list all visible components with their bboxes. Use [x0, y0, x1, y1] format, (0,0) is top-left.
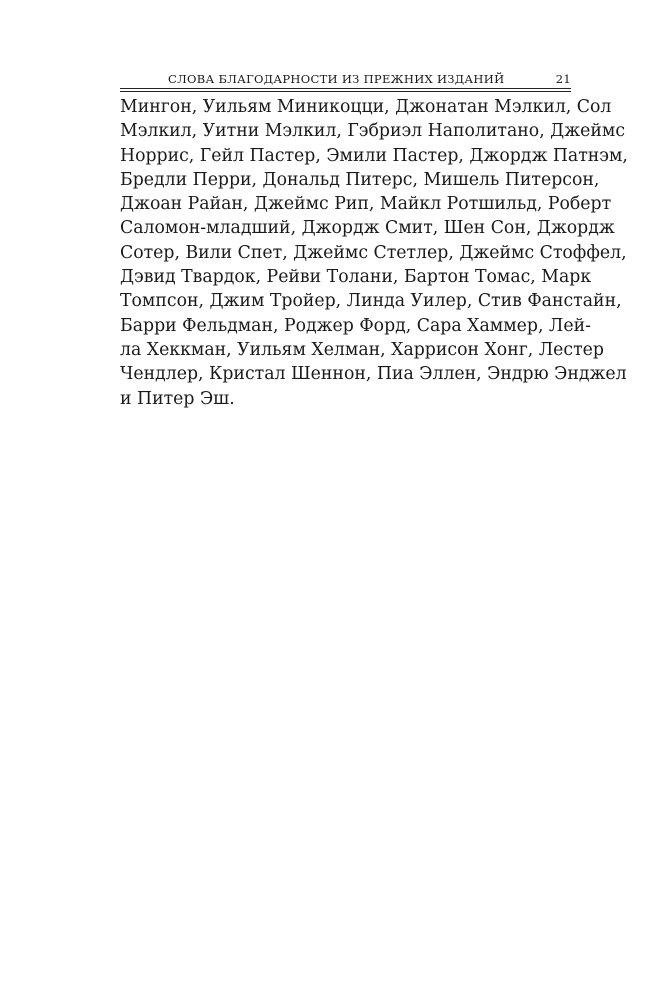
text-line: Мэлкил, Уитни Мэлкил, Гэбриэл Наполитано, Джеймс: [120, 121, 625, 142]
text-line: Бредли Перри, Дональд Питерс, Мишель Питерсон,: [120, 169, 600, 190]
header-rule-top: [120, 88, 571, 89]
text-line: Саломон-младший, Джордж Смит, Шен Сон, Джордж: [120, 218, 615, 239]
running-head: [120, 64, 571, 86]
page-number: 21: [555, 72, 571, 86]
text-line: Мингон, Уильям Миникоцци, Джонатан Мэлкил, Сол: [120, 97, 612, 117]
body-paragraph: [120, 95, 628, 411]
text-line: ла Хеккман, Уильям Хелман, Харрисон Хонг, Лестер: [120, 339, 604, 360]
text-line: Томпсон, Джим Тройер, Линда Уилер, Стив Фанстайн,: [120, 291, 622, 312]
header-rule-bottom: [120, 91, 571, 92]
text-line: Барри Фельдман, Роджер Форд, Сара Хаммер, Лей-: [120, 315, 591, 336]
text-line: Джоан Райан, Джеймс Рип, Майкл Ротшильд, Роберт: [120, 194, 612, 215]
text-line: Норрис, Гейл Пастер, Эмили Пастер, Джордж Патнэм,: [120, 145, 628, 166]
running-head-title: СЛОВА БЛАГОДАРНОСТИ ИЗ ПРЕЖНИХ ИЗДАНИЙ: [168, 72, 505, 86]
text-line: Дэвид Твардок, Рейви Толани, Бартон Томас, Марк: [120, 267, 592, 288]
text-line: Чендлер, Кристал Шеннон, Пиа Эллен, Эндрю Энджел: [120, 364, 627, 385]
text-line: и Питер Эш.: [120, 388, 235, 409]
text-line: Сотер, Вили Спет, Джеймс Стетлер, Джеймс Стоффел,: [120, 242, 627, 263]
